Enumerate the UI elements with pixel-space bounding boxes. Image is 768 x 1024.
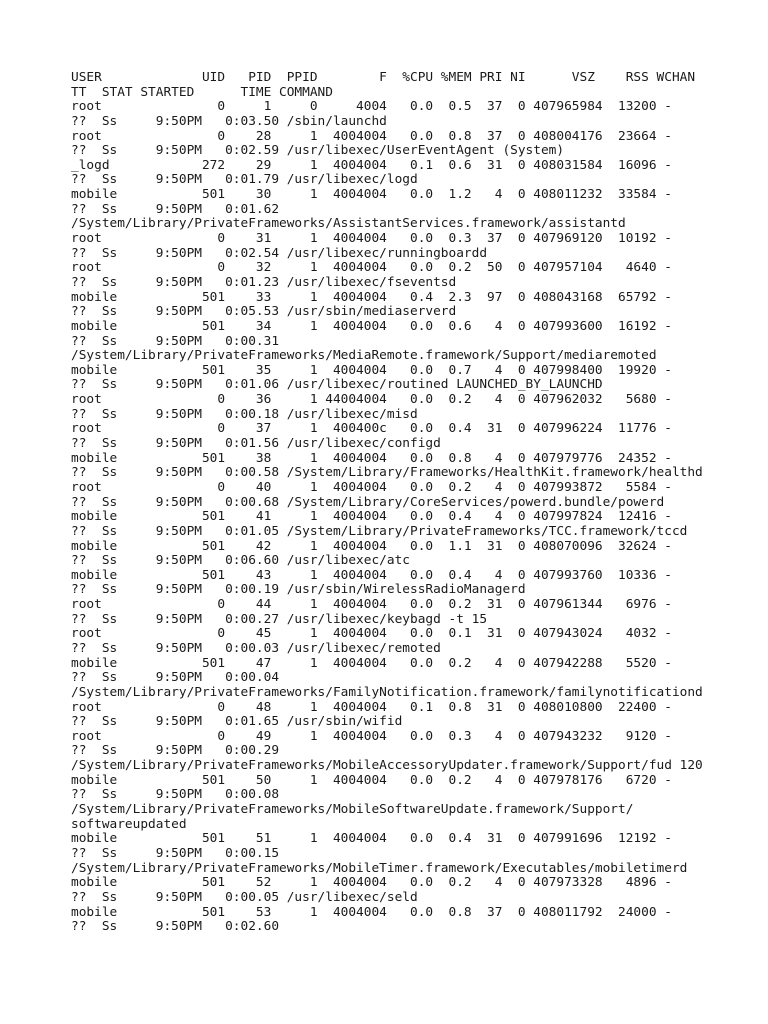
process-line: mobile 501 30 1 4004004 0.0 1.2 4 0 408011232 33584 - bbox=[71, 187, 672, 203]
process-line: softwareupdated bbox=[71, 816, 187, 832]
process-line: ?? Ss 9:50PM 0:01.79 /usr/libexec/logd bbox=[71, 172, 418, 188]
process-line: ?? Ss 9:50PM 0:05.53 /usr/sbin/mediaserverd bbox=[71, 304, 457, 320]
process-line: mobile 501 33 1 4004004 0.4 2.3 97 0 408043168 65792 - bbox=[71, 289, 672, 305]
process-line: root 0 1 0 4004 0.0 0.5 37 0 407965984 13200 - bbox=[71, 99, 672, 115]
process-line: mobile 501 47 1 4004004 0.0 0.2 4 0 407942288 5520 - bbox=[71, 655, 672, 671]
process-line: ?? Ss 9:50PM 0:01.06 /usr/libexec/routined LAUNCHED_BY_LAUNCHD bbox=[71, 377, 603, 393]
process-line: ?? Ss 9:50PM 0:01.62 bbox=[71, 201, 280, 217]
process-line: ?? Ss 9:50PM 0:00.31 bbox=[71, 333, 280, 349]
process-line: ?? Ss 9:50PM 0:00.15 bbox=[71, 845, 280, 861]
column-header-line: TT STAT STARTED TIME COMMAND bbox=[71, 84, 333, 100]
process-line: /System/Library/PrivateFrameworks/FamilyNotification.framework/familynotificationd bbox=[71, 684, 703, 700]
process-line: /System/Library/PrivateFrameworks/MobileAccessoryUpdater.framework/Support/fud 120 bbox=[71, 758, 703, 774]
process-line: ?? Ss 9:50PM 0:01.05 /System/Library/PrivateFrameworks/TCC.framework/tccd bbox=[71, 523, 688, 539]
process-listing-output bbox=[71, 71, 761, 935]
process-line: ?? Ss 9:50PM 0:00.27 /usr/libexec/keybagd -t 15 bbox=[71, 611, 488, 627]
process-line: /System/Library/PrivateFrameworks/MobileSoftwareUpdate.framework/Support/ bbox=[71, 802, 634, 818]
process-line: root 0 48 1 4004004 0.1 0.8 31 0 408010800 22400 - bbox=[71, 699, 672, 715]
process-line: /System/Library/PrivateFrameworks/MobileTimer.framework/Executables/mobiletimerd bbox=[71, 860, 688, 876]
process-line: /System/Library/PrivateFrameworks/AssistantServices.framework/assistantd bbox=[71, 216, 626, 232]
process-line: ?? Ss 9:50PM 0:01.23 /usr/libexec/fseventsd bbox=[71, 274, 457, 290]
process-line: mobile 501 41 1 4004004 0.0 0.4 4 0 407997824 12416 - bbox=[71, 509, 672, 525]
process-line: mobile 501 52 1 4004004 0.0 0.2 4 0 407973328 4896 - bbox=[71, 875, 672, 891]
process-line: mobile 501 51 1 4004004 0.0 0.4 31 0 407991696 12192 - bbox=[71, 831, 672, 847]
process-line: root 0 44 1 4004004 0.0 0.2 31 0 407961344 6976 - bbox=[71, 597, 672, 613]
process-line: ?? Ss 9:50PM 0:00.03 /usr/libexec/remoted bbox=[71, 640, 441, 656]
process-line: ?? Ss 9:50PM 0:00.08 bbox=[71, 787, 280, 803]
process-line: mobile 501 53 1 4004004 0.0 0.8 37 0 408011792 24000 - bbox=[71, 904, 672, 920]
process-line: ?? Ss 9:50PM 0:00.18 /usr/libexec/misd bbox=[71, 406, 418, 422]
process-line: mobile 501 38 1 4004004 0.0 0.8 4 0 407979776 24352 - bbox=[71, 450, 672, 466]
process-line: /System/Library/PrivateFrameworks/MediaRemote.framework/Support/mediaremoted bbox=[71, 348, 657, 364]
process-line: root 0 36 1 44004004 0.0 0.2 4 0 407962032 5680 - bbox=[71, 392, 672, 408]
process-line: ?? Ss 9:50PM 0:00.04 bbox=[71, 670, 280, 686]
process-line: ?? Ss 9:50PM 0:01.65 /usr/sbin/wifid bbox=[71, 714, 403, 730]
process-line: root 0 32 1 4004004 0.0 0.2 50 0 407957104 4640 - bbox=[71, 260, 672, 276]
process-line: ?? Ss 9:50PM 0:02.59 /usr/libexec/UserEventAgent (System) bbox=[71, 143, 565, 159]
process-line: ?? Ss 9:50PM 0:00.29 bbox=[71, 743, 280, 759]
process-line: ?? Ss 9:50PM 0:00.19 /usr/sbin/WirelessRadioManagerd bbox=[71, 582, 526, 598]
process-line: root 0 37 1 400400c 0.0 0.4 31 0 407996224 11776 - bbox=[71, 421, 672, 437]
process-line: mobile 501 50 1 4004004 0.0 0.2 4 0 407978176 6720 - bbox=[71, 772, 672, 788]
process-line: ?? Ss 9:50PM 0:00.58 /System/Library/Frameworks/HealthKit.framework/healthd bbox=[71, 465, 703, 481]
process-line: ?? Ss 9:50PM 0:02.54 /usr/libexec/runningboardd bbox=[71, 245, 488, 261]
process-line: ?? Ss 9:50PM 0:02.60 bbox=[71, 919, 280, 935]
process-line: _logd 272 29 1 4004004 0.1 0.6 31 0 408031584 16096 - bbox=[71, 157, 672, 173]
process-line: ?? Ss 9:50PM 0:00.68 /System/Library/CoreServices/powerd.bundle/powerd bbox=[71, 494, 665, 510]
process-line: root 0 45 1 4004004 0.0 0.1 31 0 407943024 4032 - bbox=[71, 626, 672, 642]
process-line: mobile 501 35 1 4004004 0.0 0.7 4 0 407998400 19920 - bbox=[71, 362, 672, 378]
process-line: ?? Ss 9:50PM 0:00.05 /usr/libexec/seld bbox=[71, 889, 418, 905]
process-line: root 0 28 1 4004004 0.0 0.8 37 0 408004176 23664 - bbox=[71, 128, 672, 144]
process-line: ?? Ss 9:50PM 0:01.56 /usr/libexec/configd bbox=[71, 436, 441, 452]
process-line: mobile 501 34 1 4004004 0.0 0.6 4 0 407993600 16192 - bbox=[71, 318, 672, 334]
process-line: root 0 31 1 4004004 0.0 0.3 37 0 407969120 10192 - bbox=[71, 231, 672, 247]
process-line: mobile 501 43 1 4004004 0.0 0.4 4 0 407993760 10336 - bbox=[71, 567, 672, 583]
process-line: ?? Ss 9:50PM 0:06.60 /usr/libexec/atc bbox=[71, 553, 410, 569]
process-line: mobile 501 42 1 4004004 0.0 1.1 31 0 408070096 32624 - bbox=[71, 538, 672, 554]
process-line: root 0 49 1 4004004 0.0 0.3 4 0 407943232 9120 - bbox=[71, 728, 672, 744]
process-line: root 0 40 1 4004004 0.0 0.2 4 0 407993872 5584 - bbox=[71, 479, 672, 495]
column-header-line: USER UID PID PPID F %CPU %MEM PRI NI VSZ RSS WCHAN bbox=[71, 70, 696, 85]
process-line: ?? Ss 9:50PM 0:03.50 /sbin/launchd bbox=[71, 113, 387, 129]
